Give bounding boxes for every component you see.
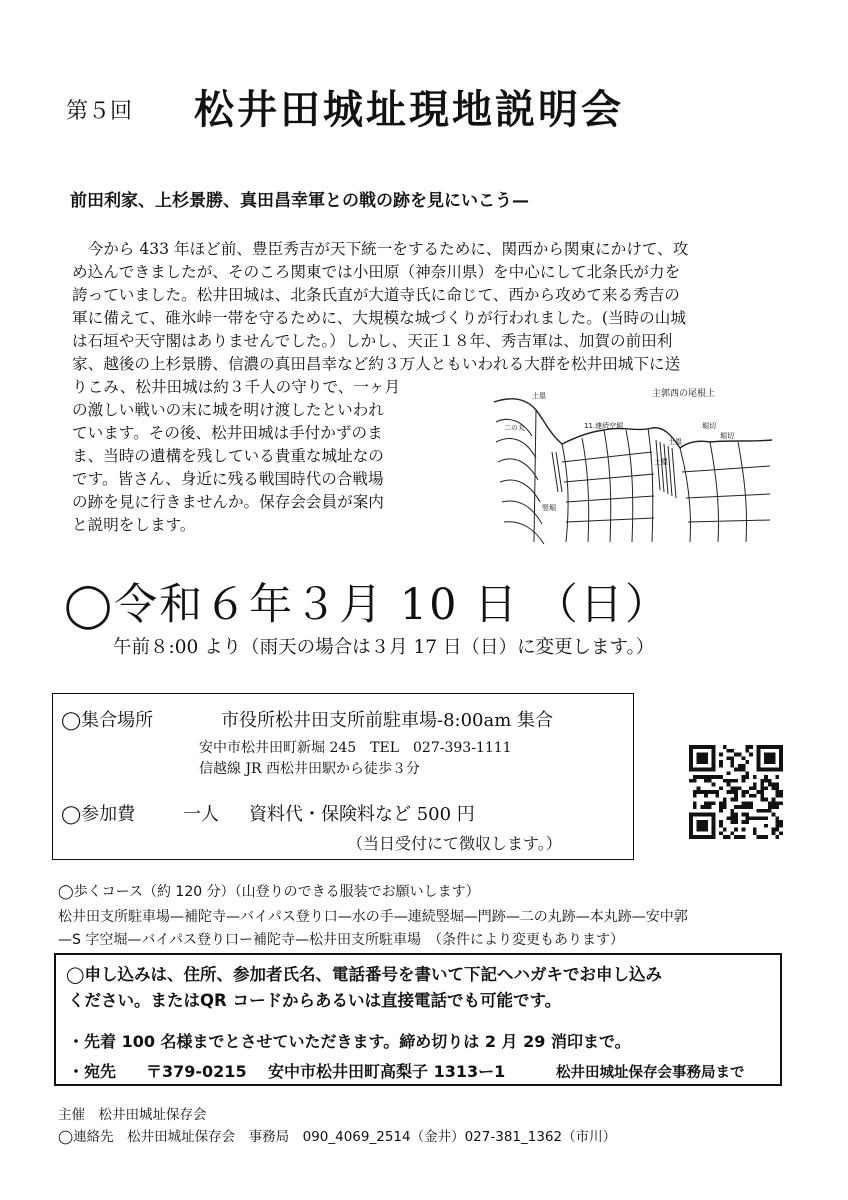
address-label: ・宛先 — [68, 1062, 117, 1081]
address-place: 安中市松井田町高梨子 1313ー1 — [268, 1062, 506, 1081]
fee-per-person: 一人 — [183, 804, 219, 825]
title-prefix: 第５回 — [66, 99, 133, 124]
page-title: 松井田城址現地説明会 — [194, 87, 624, 133]
application-deadline: ・先着 100 名様までとさせていただきます。締め切りは 2 月 29 消印まで。 — [68, 1032, 631, 1051]
address-office: 松井田城址保存会事務局まで — [556, 1065, 745, 1081]
intro-line: 家、越後の上杉景勝、信濃の真田昌幸など約３万人ともいわれる大群を松井田城下に送 — [72, 355, 681, 373]
illustration-caption: 主郭西の尾根上 — [652, 389, 716, 399]
intro-line: の跡を見に行きませんか。保存会会員が案内 — [72, 493, 384, 511]
course-route: —S 字空堀—バイパス登り口ー補陀寺—松井田支所駐車場 （条件により変更もあります） — [58, 932, 625, 948]
illustration-label: 土塁 — [668, 438, 682, 446]
intro-line: りこみ、松井田城は約３千人の守りで、一ヶ月 — [72, 378, 401, 396]
intro-line: 今から 433 年ほど前、豊臣秀吉が天下統一をするために、関西から関東にかけて、攻 — [72, 240, 689, 258]
intro-line: ま、当時の遺構を残している貴重な城址なの — [72, 447, 384, 465]
illustration-label: 竪堀 — [542, 504, 556, 512]
intro-line: 軍に備えて、碓氷峠一帯を守るために、大規模な城づくりが行われました。(当時の山城 — [72, 309, 686, 327]
fee-note: （当日受付にて徴収します。） — [347, 834, 562, 853]
intro-line: の激しい戦いの末に城を明け渡したといわれ — [72, 401, 384, 419]
address-postal: 〒379-0215 — [146, 1062, 247, 1081]
meeting-place: 市役所松井田支所前駐車場-8:00am 集合 — [221, 710, 554, 731]
intro-line: ています。その後、松井田城は手付かずのま — [72, 424, 383, 442]
illustration-label: 堀切 — [702, 422, 716, 430]
intro-line: と説明をします。 — [72, 516, 196, 534]
subtitle: 前田利家、上杉景勝、真田昌幸軍との戦の跡を見にいこう— — [70, 191, 529, 211]
qr-code[interactable] — [689, 745, 783, 839]
info-box — [52, 693, 634, 860]
meeting-address: 安中市松井田町新堀 245 TEL 027-393-1111 — [199, 740, 512, 756]
application-line: ◯申し込みは、住所、参加者氏名、電話番号を書いて下記へハガキでお申し込み — [66, 965, 662, 984]
intro-line: は石垣や天守閣はありませんでした。）しかし、天正１８年、秀吉軍は、加賀の前田利 — [72, 332, 673, 350]
meeting-access: 信越線 JR 西松井田駅から徒歩３分 — [199, 761, 421, 777]
organizer: 主催 松井田城址保存会 — [58, 1107, 207, 1123]
application-box — [54, 953, 782, 1086]
intro-line: です。皆さん、身近に残る戦国時代の合戦場 — [72, 470, 384, 488]
illustration-label: 二の丸 — [504, 424, 525, 432]
meeting-label: ◯集合場所 — [61, 710, 154, 731]
illustration-label: 11.連続空堀 — [584, 422, 624, 430]
intro-line: め込んできましたが、そのころ関東では小田原（神奈川県）を中心にして北条氏が力を — [72, 263, 681, 281]
fee-label: ◯参加費 — [61, 804, 136, 825]
castle-ridge-illustration — [492, 382, 774, 550]
fee-detail: 資料代・保険料など 500 円 — [249, 804, 475, 825]
course-heading: ◯歩くコース（約 120 分）（山登りのできる服装でお願いします） — [58, 884, 480, 900]
illustration-label: 堀切 — [720, 432, 734, 440]
course-route: 松井田支所駐車場—補陀寺—バイパス登り口—水の手—連続竪堀—門跡—二の丸跡—本丸跡—安中郭 — [58, 909, 688, 925]
illustration-label: 土塁 — [654, 458, 668, 466]
illustration-label: 土塁 — [532, 392, 546, 400]
event-time: 午前８:00 より（雨天の場合は３月 17 日（日）に変更します。） — [113, 637, 655, 658]
intro-line: 誇っていました。松井田城は、北条氏直が大道寺氏に命じて、西から攻めて来る秀吉の — [72, 286, 680, 304]
event-date: ◯令和６年３月 10 日 （日） — [64, 580, 670, 630]
contact: ◯連絡先 松井田城址保存会 事務局 090_4069_2514（金井）027-381_1362（市川） — [58, 1129, 617, 1145]
application-line: ください。またはQR コードからあるいは直接電話でも可能です。 — [68, 991, 562, 1010]
